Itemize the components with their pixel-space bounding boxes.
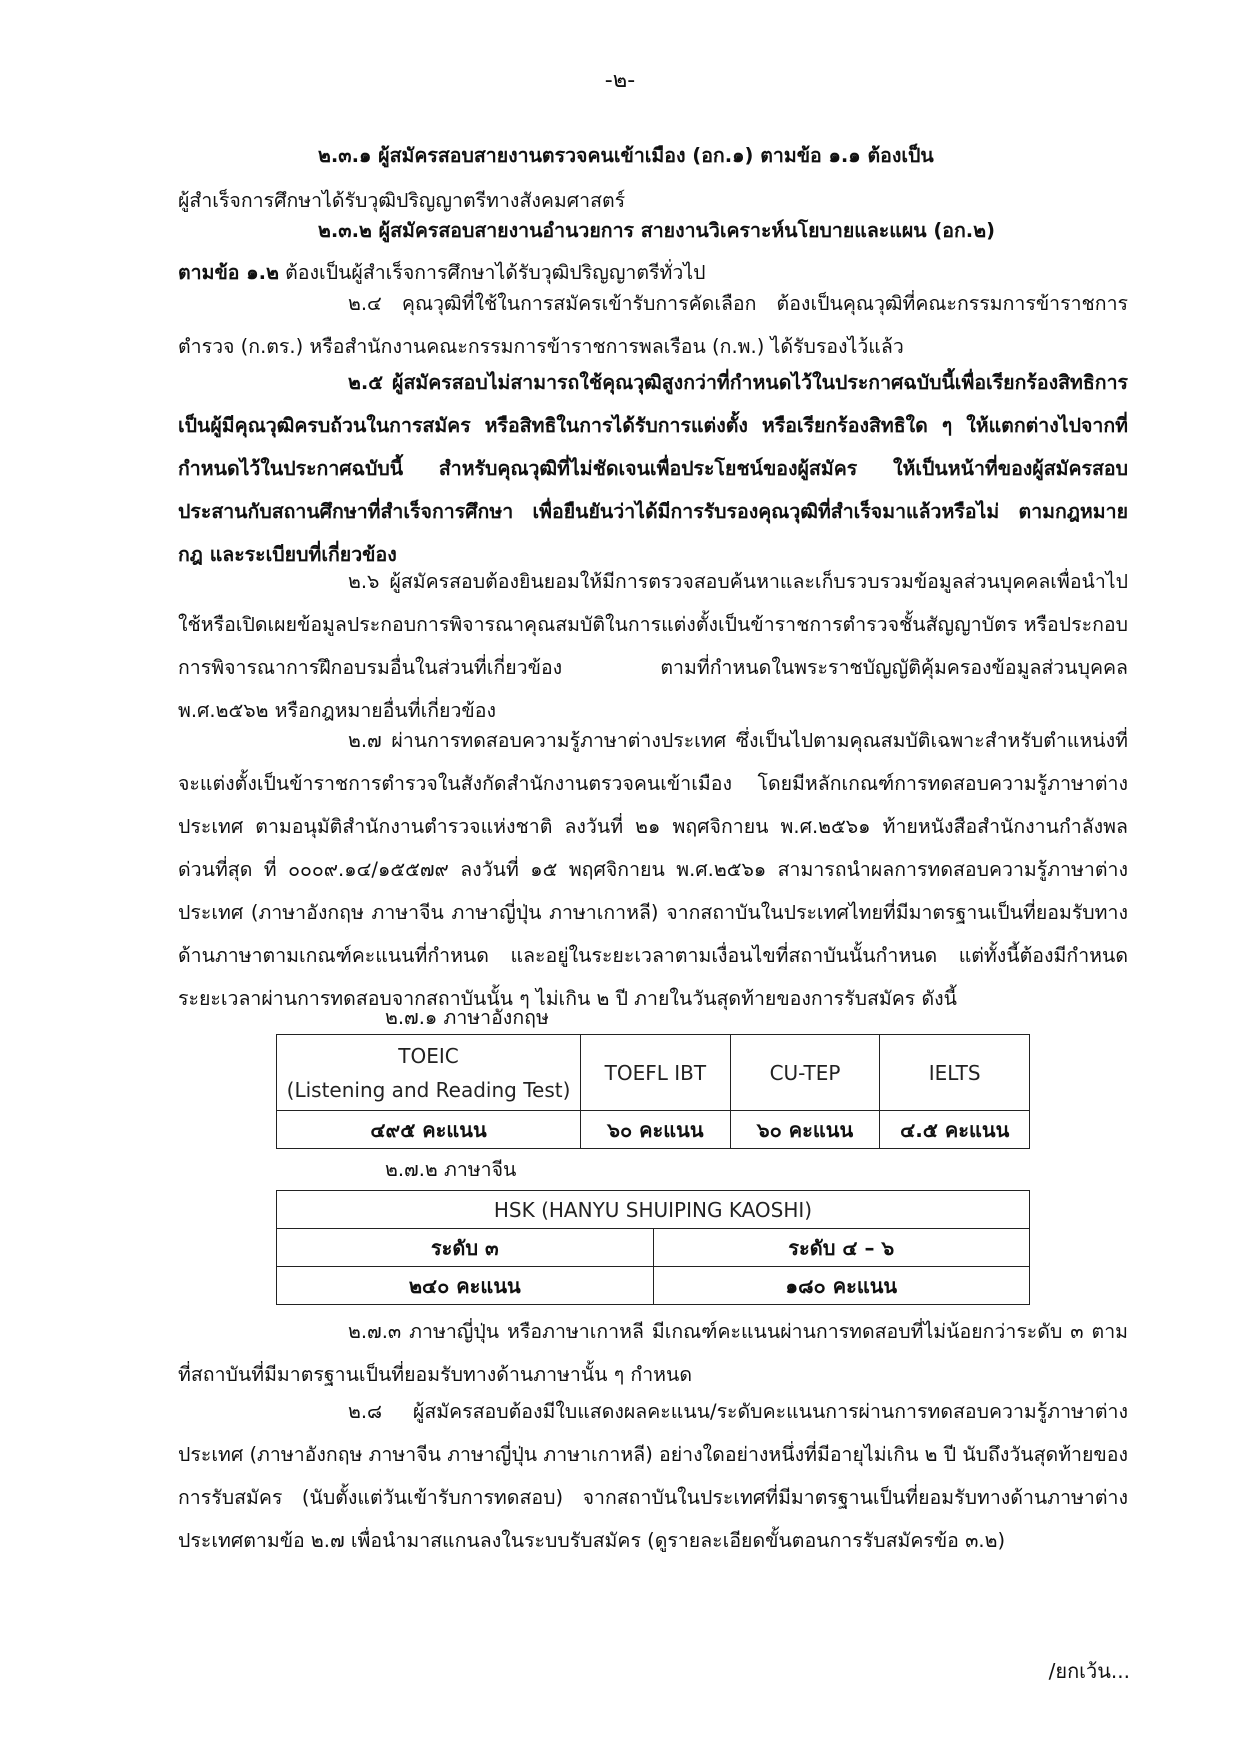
page-number: -๒-	[604, 68, 636, 93]
score-ielts: ๔.๕ คะแนน	[880, 1111, 1030, 1149]
header-toeic-line2: (Listening and Reading Test)	[286, 1077, 571, 1102]
paragraph-2-8: ๒.๘ ผู้สมัครสอบต้องมีใบแสดงผลคะแนน/ระดับคะแนนการผ่านการทดสอบความรู้ภาษาต่างประเทศ (ภาษาอังกฤษ ภาษาจีน ภาษาญี่ปุ่น ภาษาเกาหลี) อย่างใดอย่างหนึ่งที่มีอายุไม่เกิน ๒ ปี นับถึงวันสุดท้ายของการรับสมัคร (นับตั้งแต่วันเข้ารับการทดสอบ) จากสถาบันในประเทศที่มีมาตรฐานเป็นที่ยอมรับทางด้านภาษาต่างประเทศตามข้อ ๒.๗ เพื่อนำมาสแกนลงในระบบรับสมัคร (ดูรายละเอียดขั้นตอนการรับสมัครข้อ ๓.๒)	[178, 1400, 1128, 1552]
english-score-table	[276, 1034, 1030, 1149]
header-toeic-line1: TOEIC	[398, 1043, 459, 1068]
header-toeic	[277, 1035, 581, 1111]
paragraph-2-5: ๒.๕ ผู้สมัครสอบไม่สามารถใช้คุณวุฒิสูงกว่าที่กำหนดไว้ในประกาศฉบับนี้เพื่อเรียกร้องสิทธิการเป็นผู้มีคุณวุฒิครบถ้วนในการสมัคร หรือสิทธิในการได้รับการแต่งตั้ง หรือเรียกร้องสิทธิใด ๆ ให้แตกต่างไปจากที่กำหนดไว้ในประกาศฉบับนี้ สำหรับคุณวุฒิที่ไม่ชัดเจนเพื่อประโยชน์ของผู้สมัคร ให้เป็นหน้าที่ของผู้สมัครสอบประสานกับสถานศึกษาที่สำเร็จการศึกษา เพื่อยืนยันว่าได้มีการรับรองคุณวุฒิที่สำเร็จมาแล้วหรือไม่ ตามกฎหมาย กฎ และระเบียบที่เกี่ยวข้อง	[178, 371, 1128, 566]
clause-ref: ตามข้อ ๑.๒	[178, 261, 279, 284]
paragraph-2-7: ๒.๗ ผ่านการทดสอบความรู้ภาษาต่างประเทศ ซึ่งเป็นไปตามคุณสมบัติเฉพาะสำหรับตำแหน่งที่จะแต่งตั้งเป็นข้าราชการตำรวจในสังกัดสำนักงานตรวจคนเข้าเมือง โดยมีหลักเกณฑ์การทดสอบความรู้ภาษาต่างประเทศ ตามอนุมัติสำนักงานตำรวจแห่งชาติ ลงวันที่ ๒๑ พฤศจิกายน พ.ศ.๒๕๖๑ ท้ายหนังสือสำนักงานกำลังพล ด่วนที่สุด ที่ ๐๐๐๙.๑๔/๑๕๕๗๙ ลงวันที่ ๑๕ พฤศจิกายน พ.ศ.๒๕๖๑ สามารถนำผลการทดสอบความรู้ภาษาต่างประเทศ (ภาษาอังกฤษ ภาษาจีน ภาษาญี่ปุ่น ภาษาเกาหลี) จากสถาบันในประเทศไทยที่มีมาตรฐานเป็นที่ยอมรับทางด้านภาษาตามเกณฑ์คะแนนที่กำหนด และอยู่ในระยะเวลาตามเงื่อนไขที่สถาบันนั้นกำหนด แต่ทั้งนี้ต้องมีกำหนดระยะเวลาผ่านการทดสอบจากสถาบันนั้น ๆ ไม่เกิน ๒ ปี ภายในวันสุดท้ายของการรับสมัคร ดังนี้	[178, 729, 1128, 1010]
continued-note: /ยกเว้น...	[1048, 1659, 1130, 1683]
paragraph-2-3-1: ๒.๓.๑ ผู้สมัครสอบสายงานตรวจคนเข้าเมือง (อก.๑) ตามข้อ ๑.๑ ต้องเป็น	[318, 144, 934, 167]
chinese-score-table	[276, 1190, 1030, 1305]
header-hsk: HSK (HANYU SHUIPING KAOSHI)	[277, 1191, 1030, 1229]
paragraph-2-6: ๒.๖ ผู้สมัครสอบต้องยินยอมให้มีการตรวจสอบค้นหาและเก็บรวบรวมข้อมูลส่วนบุคคลเพื่อนำไปใช้หรือเปิดเผยข้อมูลประกอบการพิจารณาคุณสมบัติในการแต่งตั้งเป็นข้าราชการตำรวจชั้นสัญญาบัตร หรือประกอบการพิจารณาการฝึกอบรมอื่นในส่วนที่เกี่ยวข้อง ตามที่กำหนดในพระราชบัญญัติคุ้มครองข้อมูลส่วนบุคคล พ.ศ.๒๕๖๒ หรือกฎหมายอื่นที่เกี่ยวข้อง	[178, 570, 1128, 722]
clause-text: ต้องเป็นผู้สำเร็จการศึกษาได้รับวุฒิปริญญาตรีทั่วไป	[278, 261, 706, 284]
level-3: ระดับ ๓	[277, 1229, 654, 1267]
paragraph-2-3-2: ๒.๓.๒ ผู้สมัครสอบสายงานอำนวยการ สายงานวิเคราะห์นโยบายและแผน (อก.๒)	[318, 219, 995, 242]
score-level-3: ๒๔๐ คะแนน	[277, 1267, 654, 1305]
caption-chinese: ๒.๗.๒ ภาษาจีน	[385, 1158, 517, 1181]
header-ielts: IELTS	[880, 1035, 1030, 1111]
score-toefl: ๖๐ คะแนน	[581, 1111, 731, 1149]
score-cutep: ๖๐ คะแนน	[730, 1111, 880, 1149]
header-toefl: TOEFL IBT	[581, 1035, 731, 1111]
caption-english: ๒.๗.๑ ภาษาอังกฤษ	[385, 1006, 549, 1029]
score-toeic: ๔๙๕ คะแนน	[277, 1111, 581, 1149]
paragraph-2-4: ๒.๔ คุณวุฒิที่ใช้ในการสมัครเข้ารับการคัดเลือก ต้องเป็นคุณวุฒิที่คณะกรรมการข้าราชการตำรวจ (ก.ตร.) หรือสำนักงานคณะกรรมการข้าราชการพลเรือน (ก.พ.) ได้รับรองไว้แล้ว	[178, 292, 1128, 358]
score-level-4-6: ๑๘๐ คะแนน	[653, 1267, 1030, 1305]
paragraph-2-3-1-cont: ผู้สำเร็จการศึกษาได้รับวุฒิปริญญาตรีทางสังคมศาสตร์	[178, 189, 626, 212]
header-cutep: CU-TEP	[730, 1035, 880, 1111]
paragraph-2-7-3: ๒.๗.๓ ภาษาญี่ปุ่น หรือภาษาเกาหลี มีเกณฑ์คะแนนผ่านการทดสอบที่ไม่น้อยกว่าระดับ ๓ ตามที่สถาบันที่มีมาตรฐานเป็นที่ยอมรับทางด้านภาษานั้น ๆ กำหนด	[178, 1320, 1128, 1386]
level-4-6: ระดับ ๔ – ๖	[653, 1229, 1030, 1267]
